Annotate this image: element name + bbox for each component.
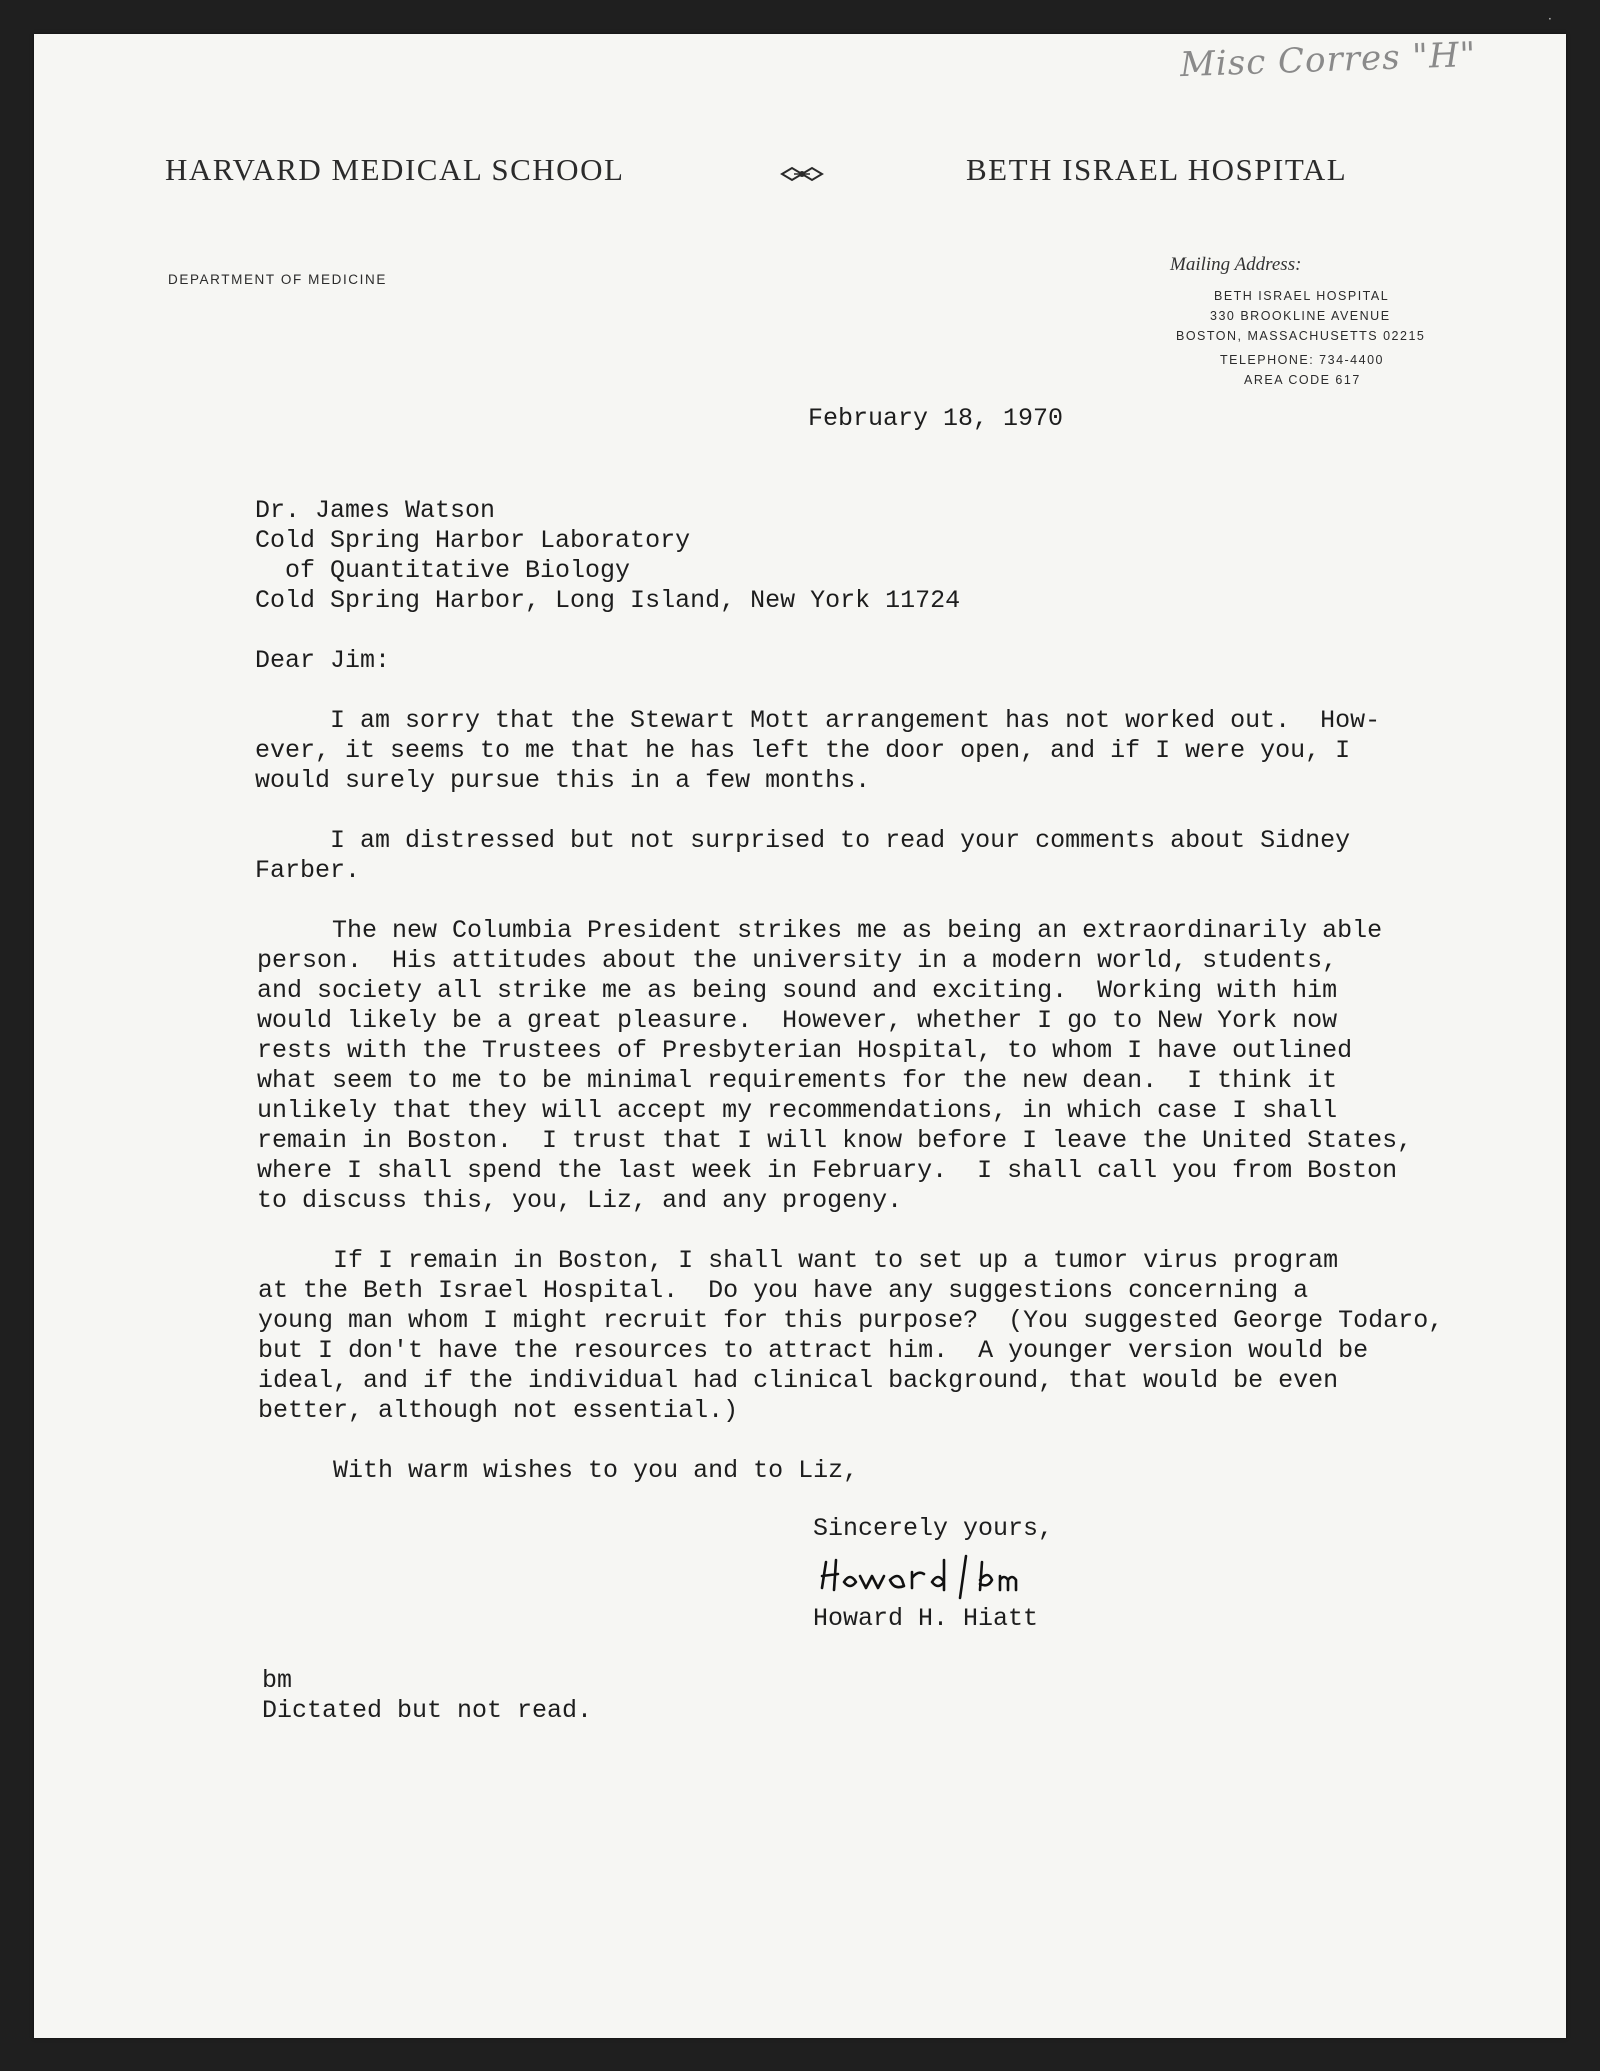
department-line: DEPARTMENT OF MEDICINE [168, 272, 387, 287]
salutation: Dear Jim: [255, 646, 391, 675]
recipient-line: of Quantitative Biology [255, 556, 631, 585]
recipient-line: Dr. James Watson [255, 496, 496, 525]
body-line: ideal, and if the individual had clinical background, that would be even [258, 1366, 1339, 1395]
body-line: where I shall spend the last week in February. I shall call you from Boston [257, 1156, 1398, 1185]
body-line: person. His attitudes about the university in a modern world, students, [257, 946, 1338, 975]
corner-mark: · [1548, 12, 1552, 26]
body-line: remain in Boston. I trust that I will know before I leave the United States, [257, 1126, 1413, 1155]
body-line: young man whom I might recruit for this purpose? (You suggested George Todaro, [258, 1306, 1444, 1335]
dictation-note: Dictated but not read. [262, 1696, 593, 1725]
body-line: I am sorry that the Stewart Mott arrangement has not worked out. How- [255, 706, 1381, 735]
body-line: unlikely that they will accept my recommendations, in which case I shall [257, 1096, 1338, 1125]
letterhead-right: BETH ISRAEL HOSPITAL [966, 152, 1348, 187]
signer-name: Howard H. Hiatt [813, 1604, 1039, 1633]
body-line: The new Columbia President strikes me as being an extraordinarily able [257, 916, 1383, 945]
closing: Sincerely yours, [813, 1514, 1054, 1543]
body-line: but I don't have the resources to attract him. A younger version would be [258, 1336, 1369, 1365]
letter-date: February 18, 1970 [808, 404, 1064, 433]
body-line: would surely pursue this in a few months. [255, 766, 871, 795]
address-line: BETH ISRAEL HOSPITAL [1214, 289, 1390, 303]
area-code-line: AREA CODE 617 [1244, 373, 1361, 387]
telephone-line: TELEPHONE: 734-4400 [1220, 353, 1384, 367]
body-line: I am distressed but not surprised to read your comments about Sidney [255, 826, 1351, 855]
body-line: better, although not essential.) [258, 1396, 739, 1425]
body-line: what seem to me to be minimal requirements for the new dean. I think it [257, 1066, 1338, 1095]
body-line: Farber. [255, 856, 361, 885]
letterhead-left: HARVARD MEDICAL SCHOOL [165, 152, 625, 187]
filing-note-handwritten: Misc Corres "H" [1179, 34, 1477, 86]
recipient-line: Cold Spring Harbor Laboratory [255, 526, 691, 555]
body-line: would likely be a great pleasure. However, whether I go to New York now [257, 1006, 1338, 1035]
body-line: If I remain in Boston, I shall want to set up a tumor virus program [258, 1246, 1339, 1275]
typist-initials: bm [262, 1666, 293, 1695]
body-line: to discuss this, you, Liz, and any progeny. [257, 1186, 903, 1215]
address-line: 330 BROOKLINE AVENUE [1210, 309, 1391, 323]
mailing-address-label: Mailing Address: [1170, 254, 1302, 275]
body-line: With warm wishes to you and to Liz, [258, 1456, 859, 1485]
body-line: and society all strike me as being sound and exciting. Working with him [257, 976, 1338, 1005]
body-line: rests with the Trustees of Presbyterian Hospital, to whom I have outlined [257, 1036, 1353, 1065]
recipient-line: Cold Spring Harbor, Long Island, New York 11724 [255, 586, 961, 615]
body-line: at the Beth Israel Hospital. Do you have any suggestions concerning a [258, 1276, 1309, 1305]
address-line: BOSTON, MASSACHUSETTS 02215 [1176, 329, 1426, 343]
ornament-icon [780, 162, 824, 186]
signature-mark [816, 1552, 1026, 1600]
body-line: ever, it seems to me that he has left the door open, and if I were you, I [255, 736, 1351, 765]
